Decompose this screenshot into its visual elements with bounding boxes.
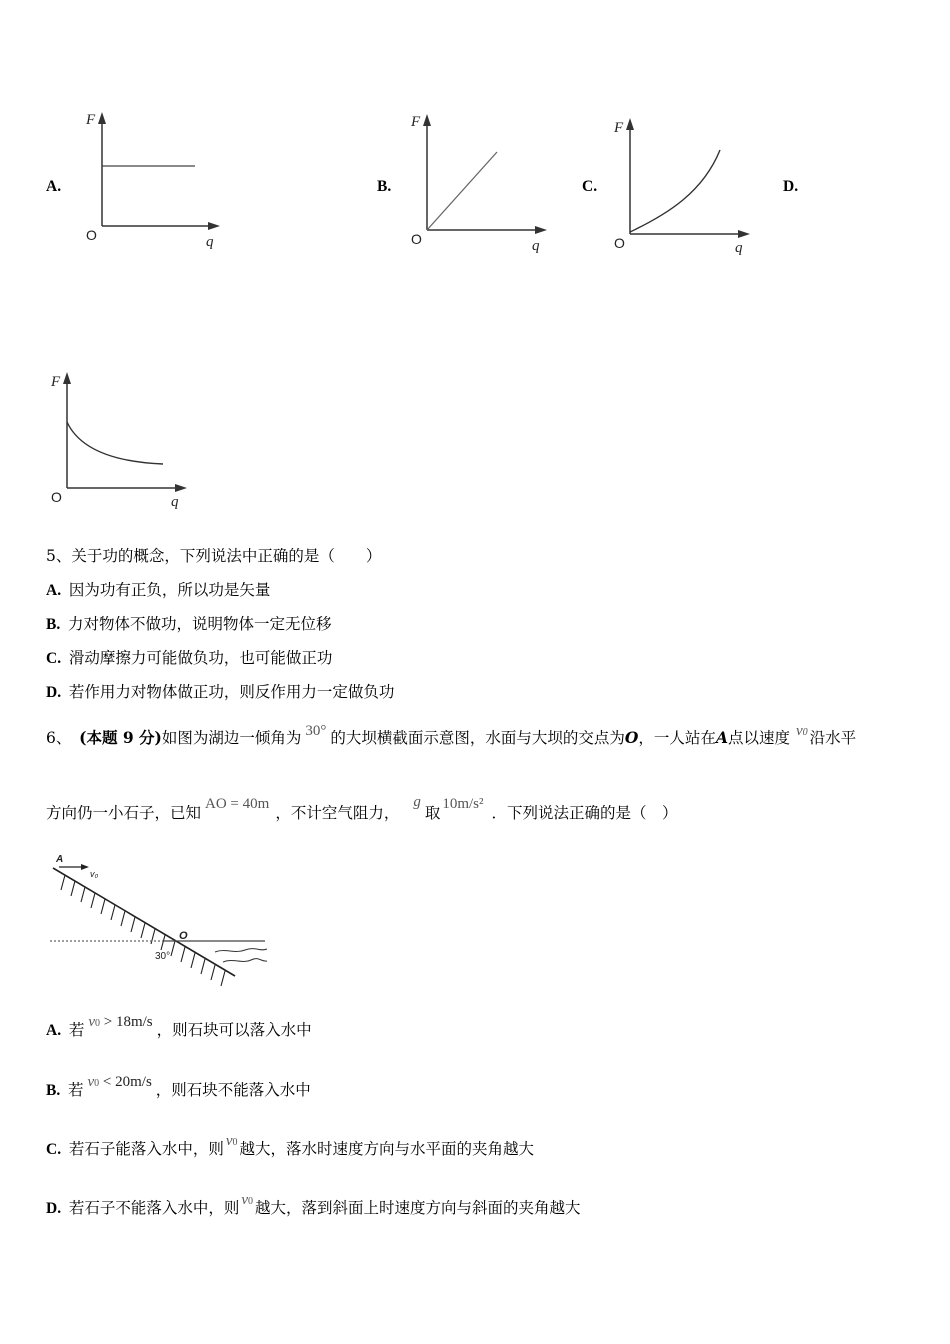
q6-number: 6、 <box>46 729 72 747</box>
inequality: < 20m/s <box>102 1074 152 1090</box>
v0-subscript: 0 <box>232 1137 238 1148</box>
q6-option-a[interactable] <box>46 1014 312 1043</box>
fig-label-a: A <box>56 854 64 865</box>
option-label: D. <box>46 684 62 701</box>
option-post: 越大，落水时速度方向与水平面的夹角越大 <box>239 1140 535 1158</box>
q5-option-d[interactable] <box>46 682 394 703</box>
q6-text: 取 <box>424 804 441 822</box>
graph-a <box>80 108 230 253</box>
q6-score: (本题 9 分) <box>79 728 162 747</box>
v0-symbol: v <box>225 1133 233 1149</box>
v0-math <box>226 1133 238 1149</box>
q6-text: ，一人站在 <box>638 729 716 747</box>
q6-text: 点以速度 <box>727 729 790 747</box>
option-label: C. <box>46 1141 62 1158</box>
option-label: A. <box>46 582 62 599</box>
option-label: B. <box>46 616 61 633</box>
q6-stem-line1 <box>46 723 857 751</box>
v0-math <box>88 1014 152 1030</box>
fig-label-angle: 30° <box>155 951 171 962</box>
v0-symbol: v <box>795 723 803 739</box>
fig-label-o: O <box>179 930 188 942</box>
axis-x-label: q <box>532 238 540 254</box>
graph-c <box>608 114 758 259</box>
inequality: > 18m/s <box>103 1014 153 1030</box>
v0-math <box>87 1074 151 1090</box>
q5-stem: 5、关于功的概念，下列说法中正确的是（ ） <box>46 547 382 565</box>
axis-x-label: q <box>171 494 179 510</box>
point-o: O <box>624 728 639 747</box>
dam-hatching <box>61 875 225 986</box>
q6-text: ，不计空气阻力， <box>275 804 400 822</box>
q6-option-d[interactable] <box>46 1192 581 1221</box>
q5-option-b[interactable] <box>46 614 331 635</box>
v0-symbol: v <box>87 1074 95 1090</box>
v0-subscript: 0 <box>95 1018 101 1029</box>
option-pre: 若石子能落入水中，则 <box>68 1140 224 1158</box>
ao-math: AO = 40m <box>205 796 270 812</box>
option-label: C. <box>46 650 62 667</box>
option-label: B. <box>46 1082 61 1099</box>
option-text: 若作用力对物体做正功，则反作用力一定做负功 <box>68 683 395 701</box>
v0-symbol: v <box>88 1014 96 1030</box>
graph-label-c: C. <box>582 178 598 195</box>
v0-symbol: v <box>241 1192 249 1208</box>
origin-label: O <box>614 235 625 251</box>
axis-y-label: F <box>614 120 624 136</box>
option-post: 越大，落到斜面上时速度方向与斜面的夹角越大 <box>255 1199 581 1217</box>
option-pre: 若石子不能落入水中，则 <box>68 1199 240 1217</box>
q6-text: 沿水平 <box>809 729 857 747</box>
v0-math <box>796 723 808 739</box>
v0-math <box>241 1192 253 1208</box>
graph-d <box>45 368 195 513</box>
g-math: g <box>413 794 421 810</box>
graph-label-d: D. <box>783 178 799 195</box>
v0-subscript: 0 <box>94 1078 100 1089</box>
q5-option-a[interactable] <box>46 580 270 601</box>
graph-label-b: B. <box>377 178 392 195</box>
option-text: 力对物体不做功，说明物体一定无位移 <box>67 615 332 633</box>
option-post: ，则石块不能落入水中 <box>155 1081 311 1099</box>
option-label: A. <box>46 1022 62 1039</box>
v0-subscript: 0 <box>802 727 808 738</box>
point-a: A <box>715 728 728 747</box>
option-text: 滑动摩擦力可能做负功，也可能做正功 <box>68 649 333 667</box>
origin-label: O <box>411 231 422 247</box>
q6-text: 方向仍一小石子，已知 <box>46 804 202 822</box>
axis-y-label: F <box>51 374 61 390</box>
graph-b <box>405 110 555 255</box>
q6-text: 如图为湖边一倾角为 <box>161 729 302 747</box>
origin-label: O <box>51 489 62 505</box>
q6-text: ．下列说法正确的是（ ） <box>491 804 678 822</box>
q6-option-c[interactable] <box>46 1133 535 1162</box>
option-pre: 若 <box>68 1021 85 1039</box>
axis-x-label: q <box>735 240 743 256</box>
axis-y-label: F <box>411 114 421 130</box>
option-text: 因为功有正负，所以功是矢量 <box>68 581 271 599</box>
graph-label-a: A. <box>46 178 62 195</box>
dam-figure <box>45 848 275 998</box>
g-value-math: 10m/s² <box>442 796 484 812</box>
option-label: D. <box>46 1200 62 1217</box>
angle-math: 30° <box>305 723 327 739</box>
option-pre: 若 <box>67 1081 84 1099</box>
q5-option-c[interactable] <box>46 648 332 669</box>
q6-text: 的大坝横截面示意图，水面与大坝的交点为 <box>330 729 625 747</box>
q6-option-b[interactable] <box>46 1074 311 1103</box>
axis-y-label: F <box>86 112 96 128</box>
fig-label-v0: v₀ <box>90 869 99 879</box>
option-post: ，则石块可以落入水中 <box>156 1021 312 1039</box>
axis-x-label: q <box>206 234 214 250</box>
origin-label: O <box>86 227 97 243</box>
v0-subscript: 0 <box>248 1196 254 1207</box>
q6-stem-line2 <box>46 794 678 824</box>
